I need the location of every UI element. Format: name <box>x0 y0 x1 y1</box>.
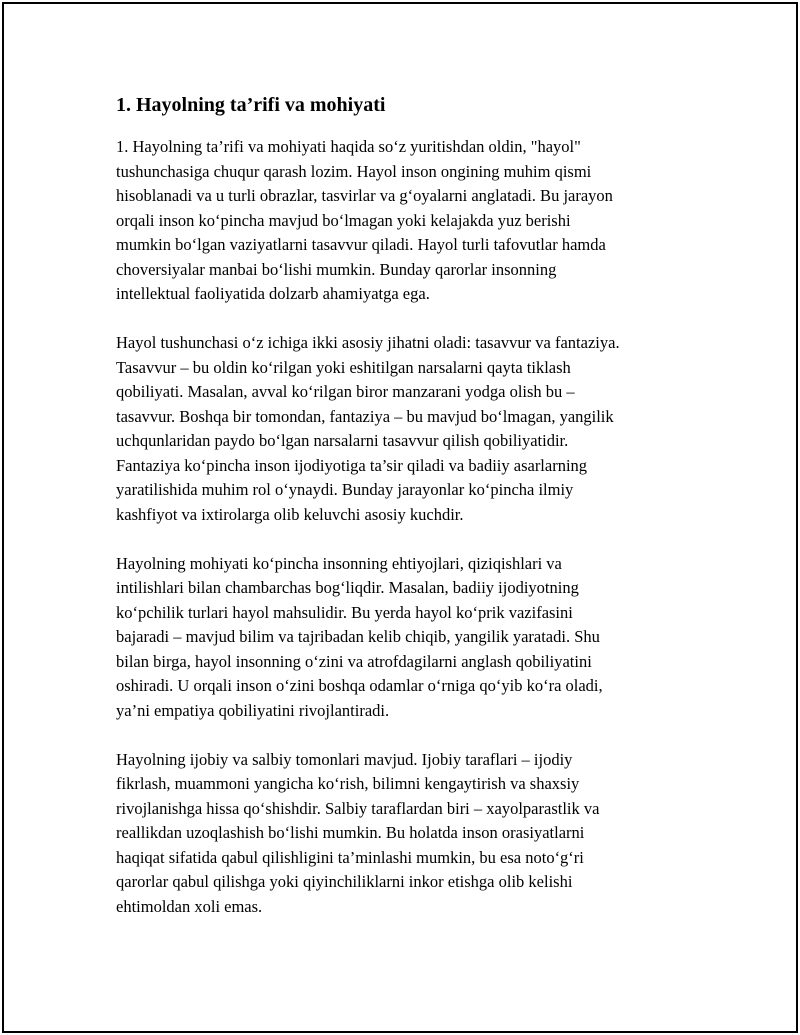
text-line: uchqunlaridan paydo bo‘lgan narsalarni tasavvur qilish qobiliyatidir. <box>116 431 569 450</box>
text-line: tasavvur. Boshqa bir tomondan, fantaziya – bu mavjud bo‘lmagan, yangilik <box>116 406 614 426</box>
text-line: Hayol tushunchasi o‘z ichiga ikki asosiy jihatni oladi: tasavvur va fantaziya. <box>116 333 620 352</box>
text-line: ehtimoldan xoli emas. <box>116 896 263 916</box>
text-line: kashfiyot va ixtirolarga olib keluvchi asosiy kuchdir. <box>116 504 464 524</box>
text-line: bajaradi – mavjud bilim va tajribadan kelib chiqib, yangilik yaratadi. Shu <box>116 627 600 646</box>
text-line: yaratilishida muhim rol o‘ynaydi. Bunday jarayonlar ko‘pincha ilmiy <box>116 480 574 499</box>
paragraph-pros-cons <box>116 748 686 920</box>
text-line: Hayolning mohiyati ko‘pincha insonning ehtiyojlari, qiziqishlari va <box>116 553 562 573</box>
text-line: choversiyalar manbai bo‘lishi mumkin. Bunday qarorlar insonning <box>116 259 557 279</box>
text-line: mumkin bo‘lgan vaziyatlarni tasavvur qiladi. Hayol turli tafovutlar hamda <box>116 235 606 254</box>
text-line: rivojlanishga hissa qo‘shishdir. Salbiy taraflardan biri – xayolparastlik va <box>116 798 600 818</box>
text-line: tushunchasiga chuqur qarash lozim. Hayol inson ongining muhim qismi <box>116 161 592 181</box>
text-line: qarorlar qabul qilishga yoki qiyinchiliklarni inkor etishga olib kelishi <box>116 872 573 891</box>
text-line: ya’ni empatiya qobiliyatini rivojlantiradi. <box>116 700 390 720</box>
paragraph-imagination-fantasy <box>116 331 686 527</box>
section-heading: 1. Hayolning ta’rifi va mohiyati <box>116 94 386 116</box>
text-line: intellektual faoliyatida dolzarb ahamiyatga ega. <box>116 284 430 303</box>
paragraph-essence <box>116 552 686 724</box>
text-line: bilan birga, hayol insonning o‘zini va atrofdagilarni anglash qobiliyatini <box>116 651 592 671</box>
text-line: Fantaziya ko‘pincha inson ijodiyotiga ta’sir qiladi va badiiy asarlarning <box>116 455 588 475</box>
text-line: oshiradi. U orqali inson o‘zini boshqa odamlar o‘rniga qo‘yib ko‘ra oladi, <box>116 676 603 695</box>
text-line: 1. Hayolning ta’rifi va mohiyati haqida so‘z yuritishdan oldin, "hayol" <box>116 137 581 156</box>
document-body <box>116 92 686 944</box>
text-line: intilishlari bilan chambarchas bog‘liqdir. Masalan, badiiy ijodiyotning <box>116 578 579 597</box>
text-line: Hayolning ijobiy va salbiy tomonlari mavjud. Ijobiy taraflari – ijodiy <box>116 749 573 769</box>
text-line: Tasavvur – bu oldin ko‘rilgan yoki eshitilgan narsalarni qayta tiklash <box>116 357 571 377</box>
text-line: reallikdan uzoqlashish bo‘lishi mumkin. Bu holatda inson orasiyatlarni <box>116 823 585 842</box>
text-line: ko‘pchilik turlari hayol mahsulidir. Bu yerda hayol ko‘prik vazifasini <box>116 602 573 622</box>
text-line: fikrlash, muammoni yangicha ko‘rish, bilimni kengaytirish va shaxsiy <box>116 774 580 793</box>
text-line: orqali inson ko‘pincha mavjud bo‘lmagan yoki kelajakda yuz berishi <box>116 210 571 230</box>
text-line: hisoblanadi va u turli obrazlar, tasvirlar va g‘oyalarni anglatadi. Bu jarayon <box>116 186 613 205</box>
text-line: qobiliyati. Masalan, avval ko‘rilgan biror manzarani yodga olish bu – <box>116 382 575 401</box>
paragraph-definition <box>116 135 686 307</box>
text-line: haqiqat sifatida qabul qilishligini ta’minlashi mumkin, bu esa noto‘g‘ri <box>116 847 584 867</box>
